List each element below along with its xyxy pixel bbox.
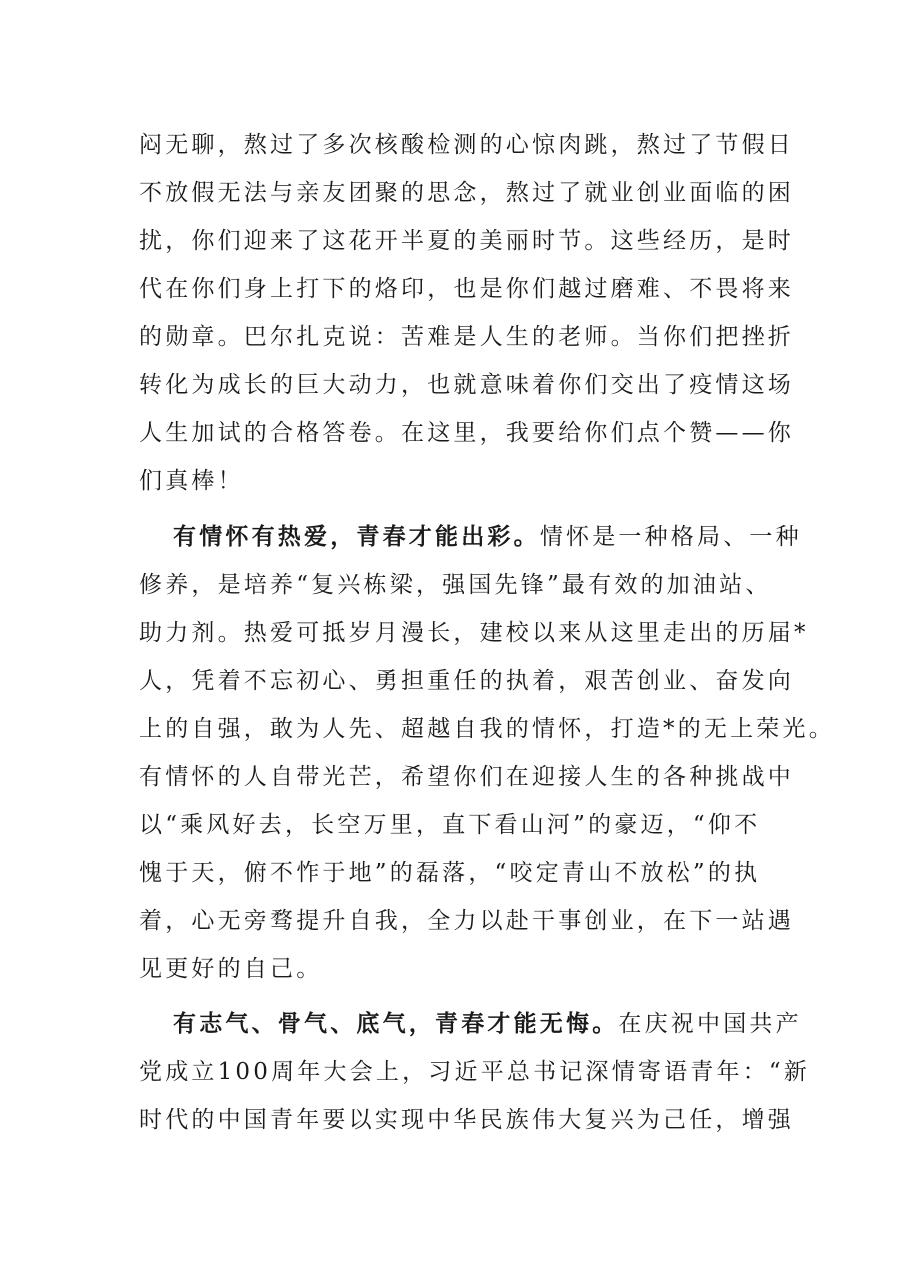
text-line: 们真棒！ bbox=[139, 468, 244, 494]
text-line: 见更好的自己。 bbox=[139, 956, 323, 982]
paragraph-3 bbox=[139, 1000, 811, 1144]
text-line: 闷无聊，熬过了多次核酸检测的心惊肉跳，熬过了节假日 bbox=[139, 132, 794, 158]
text-line: 转化为成长的巨大动力，也就意味着你们交出了疫情这场 bbox=[139, 372, 794, 398]
text-line: 不放假无法与亲友团聚的思念，熬过了就业创业面临的困 bbox=[139, 180, 794, 206]
text-line: 人生加试的合格答卷。在这里，我要给你们点个赞——你 bbox=[139, 420, 794, 446]
text-line: 的勋章。巴尔扎克说：苦难是人生的老师。当你们把挫折 bbox=[139, 324, 794, 350]
heading-line-rest: 在庆祝中国共产 bbox=[618, 1011, 802, 1037]
text-line: 代在你们身上打下的烙印，也是你们越过磨难、不畏将来 bbox=[139, 276, 794, 302]
text-line: 时代的中国青年要以实现中华民族伟大复兴为己任，增强 bbox=[139, 1107, 794, 1133]
paragraph-heading: 有志气、骨气、底气，青春才能无悔。 bbox=[173, 1010, 619, 1037]
paragraph-first-line bbox=[139, 1000, 802, 1048]
heading-line-rest: 情怀是一种格局、一种 bbox=[539, 524, 802, 550]
text-line: 修养，是培养“复兴栋梁，强国先锋”最有效的加油站、 bbox=[139, 572, 772, 598]
paragraph-first-line bbox=[139, 513, 802, 561]
text-line: 助力剂。热爱可抵岁月漫长，建校以来从这里走出的历届* bbox=[139, 620, 809, 646]
text-line: 党成立100周年大会上，习近平总书记深情寄语青年：“新 bbox=[139, 1059, 811, 1085]
paragraph-2 bbox=[139, 513, 835, 993]
text-line: 人，凭着不忘初心、勇担重任的执着，艰苦创业、奋发向 bbox=[139, 668, 794, 694]
text-line: 以“乘风好去，长空万里，直下看山河”的豪迈，“仰不 bbox=[139, 812, 761, 838]
text-line: 有情怀的人自带光芒，希望你们在迎接人生的各种挑战中 bbox=[139, 764, 794, 790]
paragraph-1 bbox=[139, 121, 799, 505]
text-line: 上的自强，敢为人先、超越自我的情怀，打造*的无上荣光。 bbox=[139, 716, 835, 742]
text-line: 扰，你们迎来了这花开半夏的美丽时节。这些经历，是时 bbox=[139, 228, 794, 254]
text-line: 着，心无旁骛提升自我，全力以赴干事创业，在下一站遇 bbox=[139, 908, 794, 934]
paragraph-heading: 有情怀有热爱，青春才能出彩。 bbox=[173, 523, 540, 550]
text-line: 愧于天，俯不怍于地”的磊落，“咬定青山不放松”的执 bbox=[139, 860, 761, 886]
